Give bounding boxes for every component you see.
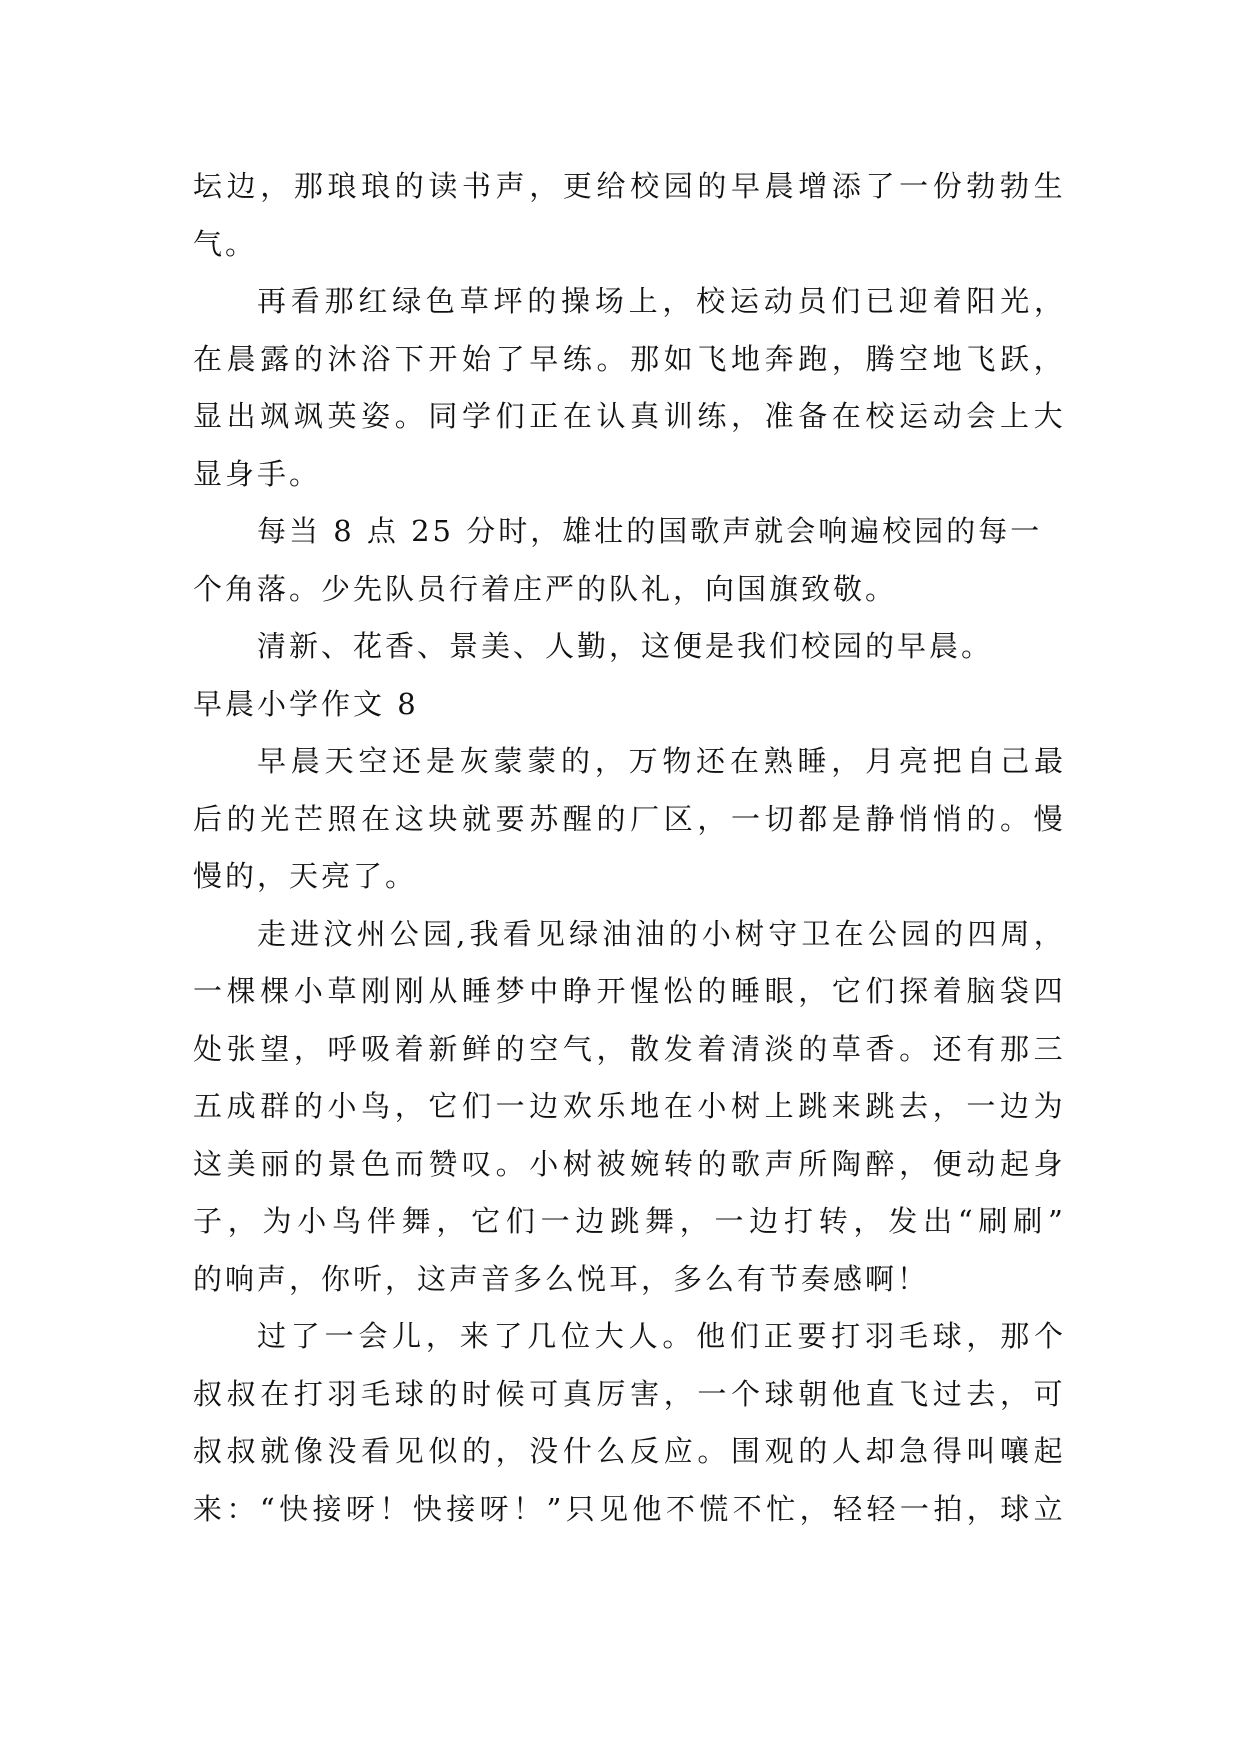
text-line: 气。: [193, 226, 258, 261]
text-line: 子 ， 为 小 鸟 伴 舞 ， 它 们 一 边 跳 舞 ， 一 边 打 转 ， 发 出 “ 刷 刷 ”: [193, 1204, 1063, 1238]
text-line: 坛 边 ， 那 琅 琅 的 读 书 声 ， 更 给 校 园 的 早 晨 增 添 了 一 份 勃 勃 生: [193, 169, 1063, 203]
text-line: 五 成 群 的 小 鸟 ， 它 们 一 边 欢 乐 地 在 小 树 上 跳 来 跳 去 ， 一 边 为: [193, 1089, 1063, 1123]
text-line: 慢的，天亮了。: [193, 859, 418, 893]
text-line: 走 进 汶 州 公 园 , 我 看 见 绿 油 油 的 小 树 守 卫 在 公 园 的 四 周 ，: [257, 916, 1063, 951]
document-body: [193, 158, 1063, 1538]
text-line: 显身手。: [193, 456, 322, 491]
text-line: 再 看 那 红 绿 色 草 坪 的 操 场 上 ， 校 运 动 员 们 已 迎 着 阳 光 ，: [257, 284, 1063, 318]
text-line: 早晨小学作文 8: [193, 686, 419, 721]
text-line: 叔 叔 在 打 羽 毛 球 的 时 候 可 真 厉 害 ， 一 个 球 朝 他 直 飞 过 去 ， 可: [193, 1376, 1063, 1411]
text-line: 清新、花香、景美、人勤，这便是我们校园的早晨。: [257, 629, 994, 663]
text-line: 处 张 望 ， 呼 吸 着 新 鲜 的 空 气 ， 散 发 着 清 淡 的 草 香 。 还 有 那 三: [193, 1031, 1063, 1066]
text-line: 在 晨 露 的 沐 浴 下 开 始 了 早 练 。 那 如 飞 地 奔 跑 ， 腾 空 地 飞 跃 ，: [193, 341, 1063, 376]
text-line: 显 出 飒 飒 英 姿 。 同 学 们 正 在 认 真 训 练 ， 准 备 在 校 运 动 会 上 大: [193, 399, 1063, 433]
text-line: 叔 叔 就 像 没 看 见 似 的 ， 没 什 么 反 应 。 围 观 的 人 却 急 得 叫 嚷 起: [193, 1434, 1063, 1468]
text-line: 个角落。少先队员行着庄严的队礼，向国旗致敬。: [193, 571, 898, 606]
text-line: 过 了 一 会 儿 ， 来 了 几 位 大 人 。 他 们 正 要 打 羽 毛 球 ， 那 个: [257, 1319, 1063, 1353]
text-line: 这 美 丽 的 景 色 而 赞 叹 。 小 树 被 婉 转 的 歌 声 所 陶 醉 ， 便 动 起 身: [193, 1146, 1063, 1181]
text-line: 来 ： “ 快 接 呀 ！ 快 接 呀 ！ ” 只 见 他 不 慌 不 忙 ， 轻 轻 一 拍 ， 球 立: [193, 1491, 1063, 1526]
text-line: 的响声，你听，这声音多么悦耳，多么有节奏感啊！: [193, 1261, 930, 1296]
text-line: 早 晨 天 空 还 是 灰 蒙 蒙 的 ， 万 物 还 在 熟 睡 ， 月 亮 把 自 己 最: [257, 744, 1063, 778]
text-line: 每当 8 点 25 分时，雄壮的国歌声就会响遍校园的每一: [257, 514, 1043, 548]
text-line: 一 棵 棵 小 草 刚 刚 从 睡 梦 中 睁 开 惺 忪 的 睡 眼 ， 它 们 探 着 脑 袋 四: [193, 974, 1063, 1008]
text-line: 后 的 光 芒 照 在 这 块 就 要 苏 醒 的 厂 区 ， 一 切 都 是 静 悄 悄 的 。 慢: [193, 801, 1063, 836]
